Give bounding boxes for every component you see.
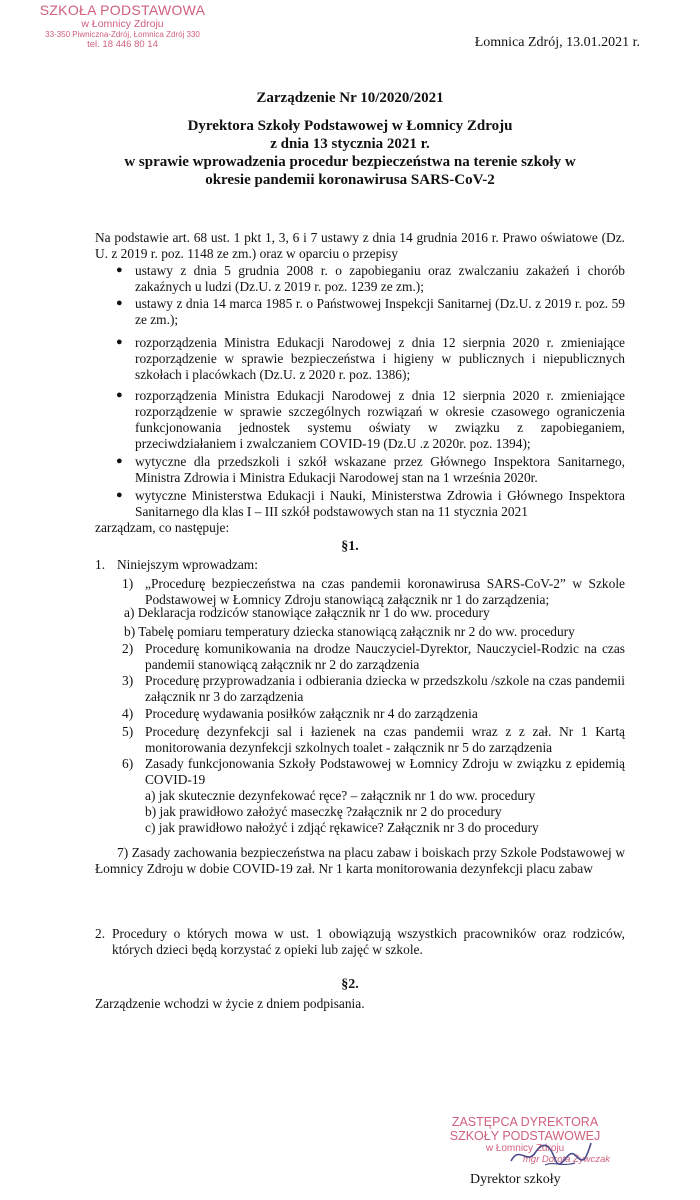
section-1-heading: §1. (341, 539, 359, 554)
bullet-icon: ● (116, 389, 123, 401)
item-5-number: 5) (122, 724, 134, 739)
item-7-text: 7) Zasady zachowania bezpieczeństwa na placu zabaw i boiskach przy Szkole Podstawowej w Łomnicy Zdroju w dobie COVID-19 zał. Nr 1 karta monitorowania dezynfekcji placu zabaw (95, 845, 625, 876)
item-6a-text: a) jak skutecznie dezynfekować ręce? – załącznik nr 1 do ww. procedury (145, 788, 536, 803)
item-4-number: 4) (122, 706, 134, 721)
point-1-intro: Niniejszym wprowadzam: (117, 557, 258, 572)
stamp-phone: tel. 18 446 80 14 (87, 39, 158, 50)
list-item: wytyczne dla przedszkoli i szkół wskazane przez Głównego Inspektora Sanitarnego, Ministra Zdrowia i Ministra Edukacji Narodowej stan na 1 września 2020r. (135, 454, 625, 485)
item-1a-text: a) Deklaracja rodziców stanowiące załącznik nr 1 do ww. procedury (124, 605, 490, 620)
list-item: ustawy z dnia 14 marca 1985 r. o Państwowej Inspekcji Sanitarnej (Dz.U. z 2019 r. poz. 59 ze zm.); (135, 296, 625, 327)
bullet-icon: ● (116, 489, 123, 501)
title-number: Zarządzenie Nr 10/2020/2021 (256, 90, 444, 106)
signature-stamp-name: mgr Dorota Żywczak (522, 1154, 610, 1165)
list-item: rozporządzenia Ministra Edukacji Narodowej z dnia 12 sierpnia 2020 r. zmieniające rozporządzenie w sprawie szczególnych rozwiązań w okresie czasowego ograniczenia funkcjonowania jednostek systemu oświaty w związku z zapobieganiem, przeciwdziałaniem i zwalczaniem COVID-19 (Dz.U .z 2020r. poz. 1394); (135, 388, 625, 451)
item-3-text: Procedurę przyprowadzania i odbierania dziecka w przedszkolu /szkole na czas pandemii załącznik nr 3 do zarządzenia (145, 673, 625, 704)
closing-statement: Zarządzenie wchodzi w życie z dniem podpisania. (95, 996, 365, 1011)
list-item: rozporządzenia Ministra Edukacji Narodowej z dnia 12 sierpnia 2020 r. zmieniające rozporządzenie w sprawie bezpieczeństwa i higieny w publicznych i niepublicznych szkołach i placówkach (Dz.U. z 2020 r. poz. 1386); (135, 335, 625, 382)
item-2-text: Procedurę komunikowania na drodze Nauczyciel-Dyrektor, Nauczyciel-Rodzic na czas pandemii stanowiącą załącznik nr 2 do zarządzenia (145, 641, 625, 672)
section-2-heading: §2. (341, 977, 359, 992)
stamp-school-name: SZKOŁA PODSTAWOWA (39, 2, 206, 18)
item-5-text: Procedurę dezynfekcji sal i łazienek na czas pandemii wraz z z zał. Nr 1 Kartą monitorowania dezynfekcji szkolnych toalet - załącznik nr 5 do zarządzenia (145, 724, 625, 755)
point-1-label: 1. (95, 557, 106, 572)
legal-basis: Na podstawie art. 68 ust. 1 pkt 1, 3, 6 i 7 ustawy z dnia 14 grudnia 2016 r. Prawo oświatowe (Dz. U. z 2019 r. poz. 1148 ze zm.) oraz w oparciu o przepisy (95, 230, 625, 261)
point-2-label: 2. (95, 926, 106, 941)
signature-stamp-line2: SZKOŁY PODSTAWOWEJ (449, 1129, 601, 1143)
bullet-icon: ● (116, 264, 123, 276)
item-3-number: 3) (122, 673, 134, 688)
resolution-line: zarządzam, co następuje: (95, 520, 230, 535)
title-subject-2: okresie pandemii koronawirusa SARS-CoV-2 (205, 172, 495, 188)
list-item: ustawy z dnia 5 grudnia 2008 r. o zapobieganiu oraz zwalczaniu zakażeń i chorób zakaźnych u ludzi (Dz.U. z 2019 r. poz. 1239 ze zm.); (135, 263, 625, 294)
stamp-address: 33-350 Piwniczna-Zdrój, Łomnica Zdrój 330 (45, 30, 200, 39)
title-date: z dnia 13 stycznia 2021 r. (270, 136, 430, 152)
signature-stamp-line3: w Łomnicy Zdroju (485, 1143, 565, 1154)
item-1b-text: b) Tabelę pomiaru temperatury dziecka stanowiącą załącznik nr 2 do ww. procedury (124, 624, 575, 639)
list-item: wytyczne Ministerstwa Edukacji i Nauki, Ministerstwa Zdrowia i Głównego Inspektora Sanitarnego dla klas I – III szkół podstawowych stan na 11 stycznia 2021 (135, 488, 625, 519)
item-6b-text: b) jak prawidłowo założyć maseczkę ?załącznik nr 2 do procedury (145, 804, 502, 819)
place-date: Łomnica Zdrój, 13.01.2021 r. (474, 35, 640, 50)
item-4-text: Procedurę wydawania posiłków załącznik nr 4 do zarządzenia (145, 706, 478, 721)
point-2-text: Procedury o których mowa w ust. 1 obowiązują wszystkich pracowników oraz rodziców, których dzieci będą korzystać z opieki lub zajęć w szkole. (112, 926, 625, 957)
signature-stamp-line1: ZASTĘPCA DYREKTORA (451, 1115, 599, 1129)
item-1-text: „Procedurę bezpieczeństwa na czas pandemii koronawirusa SARS-CoV-2” w Szkole Podstawowej w Łomnicy Zdroju stanowiącą załącznik nr 1 do zarządzenia; (145, 576, 625, 607)
item-6c-text: c) jak prawidłowo nałożyć i zdjąć rękawice? Załącznik nr 3 do procedury (145, 820, 539, 835)
bullet-icon: ● (116, 455, 123, 467)
item-2-number: 2) (122, 641, 134, 656)
bullet-icon: ● (116, 336, 123, 348)
document-title (0, 90, 700, 189)
item-6-number: 6) (122, 756, 134, 771)
signature-role: Dyrektor szkoły (470, 1172, 561, 1187)
handwritten-signature-icon (505, 1135, 595, 1175)
stamp-town: w Łomnicy Zdroju (81, 18, 164, 30)
title-subject-1: w sprawie wprowadzenia procedur bezpieczeństwa na terenie szkoły w (124, 154, 576, 170)
school-stamp (30, 2, 215, 50)
bullet-icon: ● (116, 297, 123, 309)
title-issuer: Dyrektora Szkoły Podstawowej w Łomnicy Zdroju (187, 118, 513, 134)
item-6-text: Zasady funkcjonowania Szkoły Podstawowej w Łomnicy Zdroju w związku z epidemią COVID-19 (145, 756, 625, 787)
item-1-number: 1) (122, 576, 134, 591)
